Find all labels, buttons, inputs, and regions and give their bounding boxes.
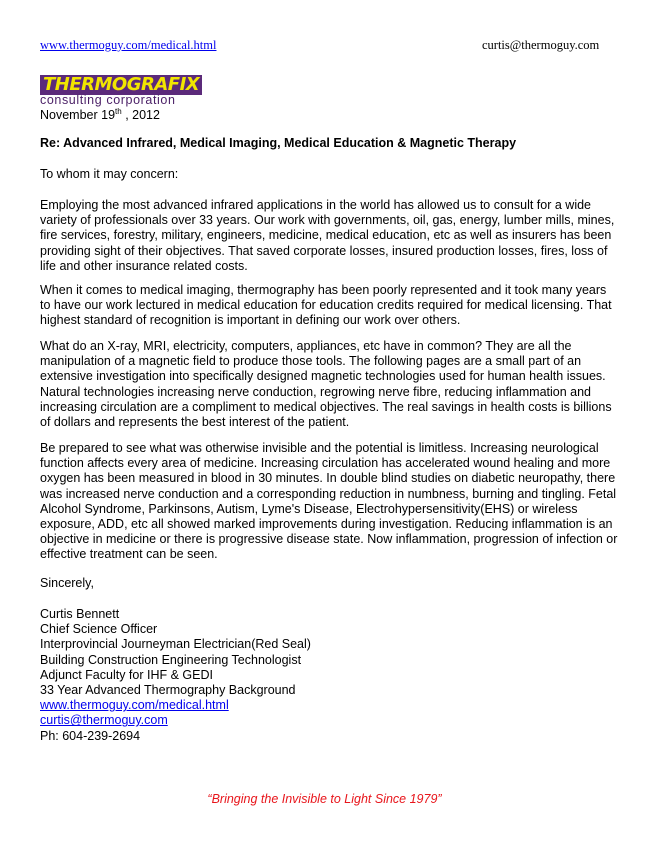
logo-subtitle: consulting corporation: [40, 93, 176, 107]
logo-wordmark: THERMOGRAFIX: [40, 75, 202, 95]
signature-email-link[interactable]: curtis@thermoguy.com: [40, 713, 168, 728]
signature-title: Interprovincial Journeyman Electrician(Red Seal): [40, 637, 311, 652]
signature-title: 33 Year Advanced Thermography Background: [40, 683, 296, 698]
paragraph-2: When it comes to medical imaging, thermography has been poorly represented and it took many years to have our work lectured in medical education for education credits required for medical licensing. That highest standard of recognition is important in defining our work over others.: [40, 283, 612, 328]
header-url-link[interactable]: www.thermoguy.com/medical.html: [40, 38, 217, 52]
footer-tagline: “Bringing the Invisible to Light Since 1979”: [207, 792, 442, 806]
letter-closing: Sincerely,: [40, 576, 94, 590]
letter-greeting: To whom it may concern:: [40, 167, 179, 181]
signature-title: Adjunct Faculty for IHF & GEDI: [40, 667, 213, 682]
date-day: November 19: [40, 108, 116, 123]
paragraph-1: Employing the most advanced infrared applications in the world has allowed us to consult for a wide variety of professionals over 33 years. Our work with governments, oil, gas, energy, lumber mills, mines, fire services, forestry, military, engineers, medicine, medical education, etc as well as insurers has been providing sight of their objectives. That saved corporate losses, insured production losses, fires, loss of life and other insurance related costs.: [40, 198, 615, 273]
paragraph-4: Be prepared to see what was otherwise invisible and the potential is limitless. Increasing neurological function affects every area of medicine. Increasing circulation has accelerated wound healing and more oxygen has been measured in blood in 30 minutes. In double blind studies on diabetic neuropathy, there was increased nerve conduction and a corresponding reduction in numbness, burning and tingling. Fetal Alcohol Syndrome, Parkinsons, Autism, Lyme's Disease, Electrohypersensitivity(EHS) or wireless exposure, ADD, etc all showed marked improvements during investigation. Reducing inflammation is an objective in medicine or there is progressive disease state. Now inflammation, progression of infection or effective treatment can be seen.: [40, 441, 618, 562]
date-year: , 2012: [121, 108, 160, 123]
signature-title: Building Construction Engineering Technologist: [40, 652, 302, 667]
letter-subject: Re: Advanced Infrared, Medical Imaging, Medical Education & Magnetic Therapy: [40, 136, 517, 150]
paragraph-3: What do an X-ray, MRI, electricity, computers, appliances, etc have in common? They are all the manipulation of a magnetic field to produce those tools. The following pages are a small part of an extensive investigation into specifically designed magnetic technologies used for human health issues. Natural technologies increasing nerve conduction, regrowing nerve fibre, reducing inflammation and increasing circulation are a compliment to medical objectives. The real savings in health costs is billions of dollars and represents the best interest of the patient.: [40, 339, 612, 430]
letter-date: [40, 104, 620, 123]
date-ordinal: th: [115, 107, 122, 116]
signature-url-link[interactable]: www.thermoguy.com/medical.html: [40, 698, 229, 713]
signature-phone: Ph: 604-239-2694: [40, 728, 141, 743]
signature-name: Curtis Bennett: [40, 607, 120, 621]
signature-block: [40, 607, 620, 744]
header-email: curtis@thermoguy.com: [482, 38, 600, 52]
thermografix-logo: [40, 75, 202, 106]
signature-title: Chief Science Officer: [40, 622, 158, 637]
